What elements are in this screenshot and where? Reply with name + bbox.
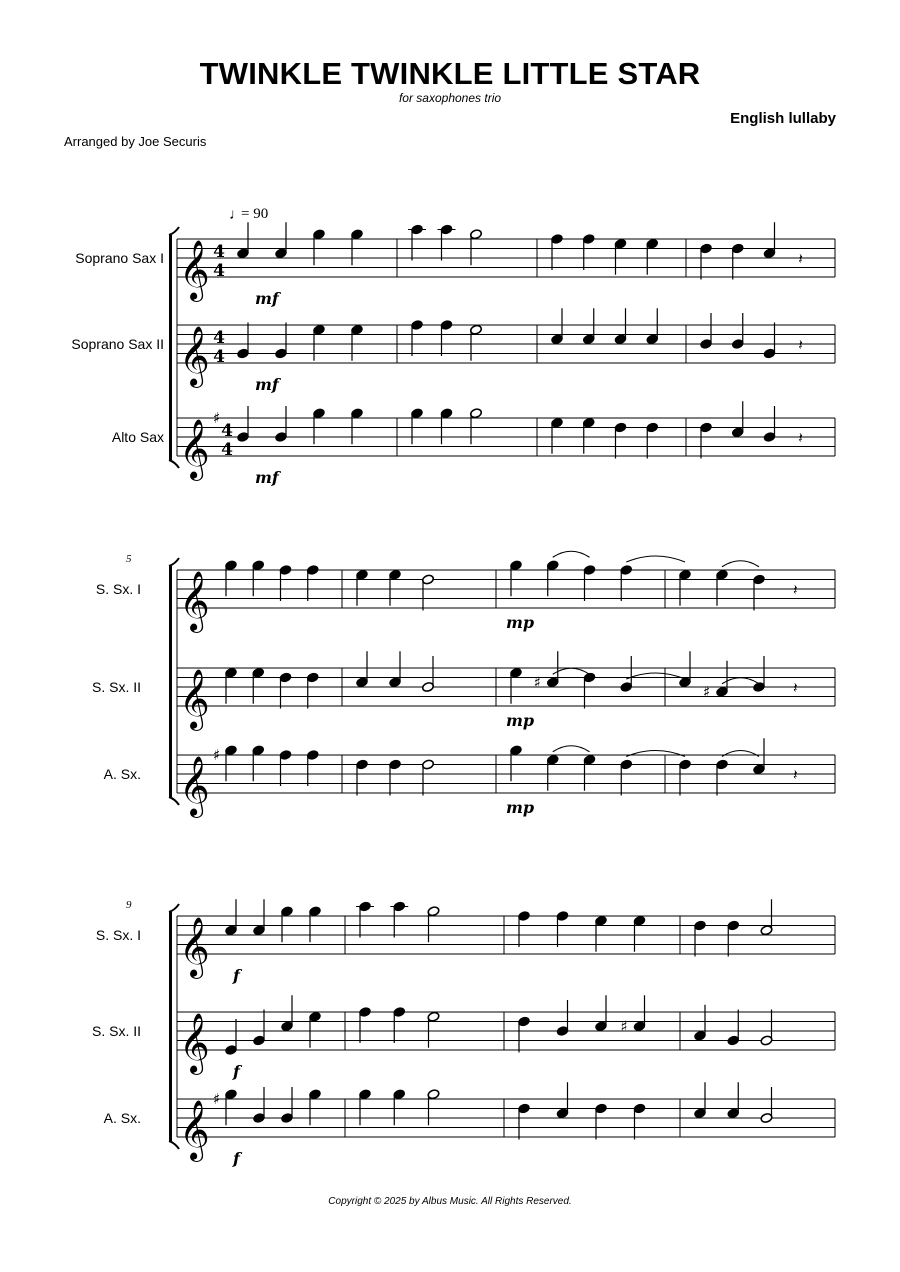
- sharp-accidental-icon: ♯: [533, 673, 542, 692]
- dynamic-marking: mf: [255, 468, 279, 487]
- treble-clef-icon: 𝄞: [179, 240, 210, 300]
- composer-label: English lullaby: [730, 110, 836, 127]
- treble-clef-icon: 𝄞: [179, 1100, 210, 1160]
- staff-2: [92, 995, 835, 1081]
- treble-clef-icon: 𝄞: [179, 419, 210, 479]
- bracket-top-hook: [169, 904, 179, 912]
- slur: [626, 556, 685, 562]
- key-sharp-icon: ♯: [213, 1090, 221, 1108]
- tempo-note-icon: ♩: [229, 207, 244, 223]
- instrument-name: Soprano Sax II: [71, 336, 164, 352]
- arranger-label: Arranged by Joe Securis: [64, 134, 207, 149]
- system-bracket: [169, 235, 172, 460]
- staff-3: [104, 1082, 835, 1168]
- slur: [553, 551, 590, 557]
- dynamic-marking: f: [233, 1062, 240, 1081]
- staff-3: [104, 738, 835, 818]
- measure-number: 5: [126, 553, 132, 565]
- slur: [626, 673, 685, 679]
- system-1: [71, 222, 835, 487]
- system-3: [92, 899, 835, 1168]
- staff-2: [92, 651, 835, 731]
- quarter-rest-icon: 𝄽: [793, 581, 798, 599]
- dynamic-marking: f: [233, 966, 240, 985]
- treble-clef-icon: 𝄞: [179, 669, 210, 729]
- instrument-name: Soprano Sax I: [75, 250, 164, 266]
- slur: [722, 751, 759, 757]
- sharp-accidental-icon: ♯: [703, 682, 711, 701]
- staff-1: [96, 899, 835, 985]
- treble-clef-icon: 𝄞: [179, 326, 210, 386]
- bracket-bottom-hook: [169, 1141, 179, 1149]
- dynamic-marking: f: [233, 1149, 240, 1168]
- instrument-name: S. Sx. I: [95, 581, 141, 597]
- treble-clef-icon: 𝄞: [179, 917, 210, 977]
- treble-clef-icon: 𝄞: [179, 571, 210, 631]
- treble-clef-icon: 𝄞: [179, 756, 210, 816]
- bracket-bottom-hook: [169, 460, 179, 468]
- slur: [626, 751, 685, 757]
- staff-2: [71, 308, 835, 394]
- staff-1: [96, 551, 835, 633]
- tempo-marking: [229, 206, 268, 223]
- key-sharp-icon: ♯: [213, 746, 221, 764]
- instrument-name: A. Sx.: [103, 1110, 141, 1126]
- tempo-value: = 90: [241, 206, 269, 222]
- system-bracket: [169, 566, 172, 797]
- time-signature-top: 4: [221, 421, 233, 441]
- instrument-name: S. Sx. I: [95, 927, 141, 943]
- quarter-rest-icon: 𝄽: [798, 250, 803, 268]
- dynamic-marking: mf: [255, 289, 279, 308]
- quarter-rest-icon: 𝄽: [798, 336, 803, 354]
- quarter-rest-icon: 𝄽: [798, 429, 803, 447]
- instrument-name: A. Sx.: [103, 766, 141, 782]
- bracket-top-hook: [169, 558, 179, 566]
- dynamic-marking: mp: [506, 711, 535, 730]
- system-2: [92, 551, 835, 818]
- copyright-notice: Copyright © 2025 by Albus Music. All Rights Reserved.: [328, 1196, 572, 1207]
- key-sharp-icon: ♯: [213, 409, 221, 427]
- measure-number: 9: [126, 899, 132, 911]
- time-signature-top: 4: [213, 242, 225, 262]
- sharp-accidental-icon: ♯: [620, 1017, 628, 1036]
- time-signature-bottom: 4: [213, 347, 225, 367]
- dynamic-marking: mp: [506, 613, 535, 632]
- score-title: TWINKLE TWINKLE LITTLE STAR: [199, 56, 701, 91]
- system-bracket: [169, 912, 172, 1141]
- staff-3: [112, 401, 835, 487]
- slur: [722, 561, 759, 567]
- quarter-rest-icon: 𝄽: [793, 766, 798, 784]
- time-signature-bottom: 4: [221, 440, 233, 460]
- instrument-name: S. Sx. II: [91, 1023, 141, 1039]
- time-signature-bottom: 4: [213, 261, 225, 281]
- time-signature-top: 4: [213, 328, 225, 348]
- bracket-bottom-hook: [169, 797, 179, 805]
- dynamic-marking: mp: [506, 798, 535, 817]
- score-systems: [71, 222, 835, 1168]
- score-subtitle: for saxophones trio: [398, 91, 502, 105]
- quarter-rest-icon: 𝄽: [793, 679, 798, 697]
- instrument-name: S. Sx. II: [91, 679, 141, 695]
- treble-clef-icon: 𝄞: [179, 1013, 210, 1073]
- instrument-name: Alto Sax: [111, 429, 164, 445]
- bracket-top-hook: [169, 227, 179, 235]
- dynamic-marking: mf: [255, 375, 279, 394]
- staff-1: [75, 222, 835, 308]
- slur: [553, 746, 590, 752]
